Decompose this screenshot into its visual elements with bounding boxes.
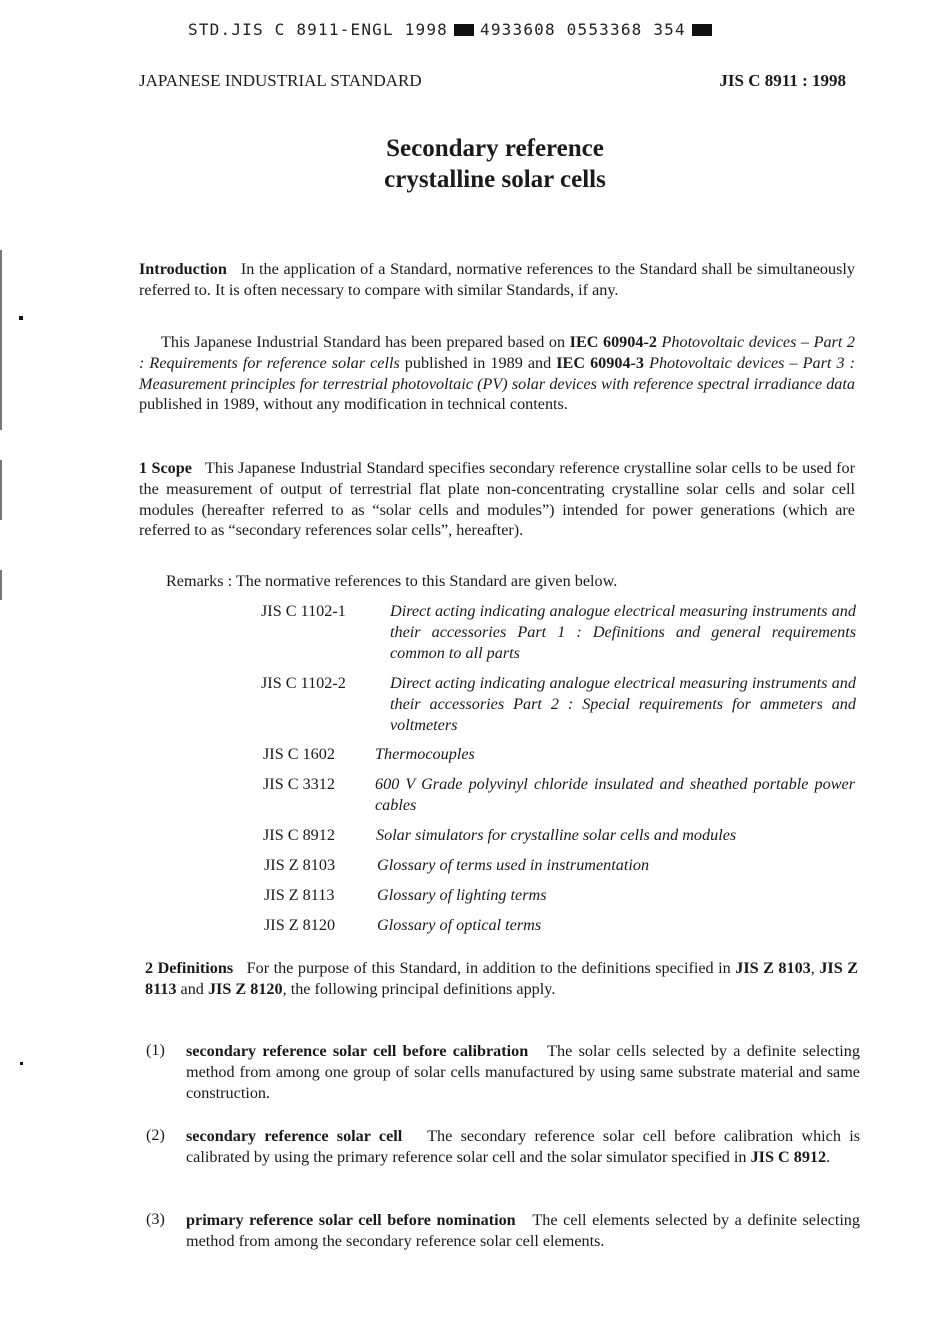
scan-mark <box>0 250 2 430</box>
definition-item <box>186 1041 860 1103</box>
scope-heading: 1 Scope <box>139 459 192 477</box>
definition-item <box>186 1126 860 1168</box>
header-org: JAPANESE INDUSTRIAL STANDARD <box>139 71 422 90</box>
introduction-text: In the application of a Standard, normative references to the Standard shall be simultaneously referred to. It is often necessary to compare with similar Standards, if any. <box>139 260 855 299</box>
definition-number: (3) <box>146 1210 165 1228</box>
reference-code: JIS Z 8103 <box>264 856 336 874</box>
definition-term: secondary reference solar cell <box>186 1127 403 1145</box>
reference-code: JIS C 1102-1 <box>261 602 346 620</box>
reference-code: JIS Z 8113 <box>264 886 335 904</box>
iec-title: Photovoltaic devices – Part 2 : Requirements for reference solar cells <box>139 333 855 372</box>
definition-text: The cell elements selected by a definite selecting method from among the secondary reference solar cell elements. <box>186 1211 860 1250</box>
title-line-1: Secondary reference <box>386 135 604 162</box>
basis-paragraph <box>139 332 855 415</box>
definition-term: primary reference solar cell before nomination <box>186 1211 516 1229</box>
reference-code: JIS C 3312 <box>263 775 335 793</box>
reference-title: Glossary of optical terms <box>377 916 542 934</box>
scan-stamp <box>188 20 718 39</box>
stamp-mid: 4933608 0553368 354 <box>480 20 686 39</box>
separator: and <box>176 979 208 998</box>
scan-dot <box>19 316 23 320</box>
scope-paragraph <box>139 458 855 541</box>
title-line-2: crystalline solar cells <box>384 166 606 193</box>
basis-text: This Japanese Industrial Standard has been prepared based on <box>161 333 570 351</box>
reference-title: Glossary of terms used in instrumentation <box>377 856 650 874</box>
basis-text: published in 1989, without any modification in technical contents. <box>139 395 568 414</box>
definition-item <box>186 1210 860 1252</box>
scope-text: This Japanese Industrial Standard specifies secondary reference crystalline solar cells to be used for the measurement of output of terrestrial flat plate non-concentrating crystalline solar cells and solar cell modules (hereafter referred to as “solar cells and modules”) intended for power generations (which are referred to as “secondary references solar cells”, hereafter). <box>139 459 856 540</box>
reference-title: Glossary of lighting terms <box>377 886 547 904</box>
iec-ref: IEC 60904-2 <box>569 333 657 351</box>
definition-term: secondary reference solar cell before calibration <box>186 1042 529 1060</box>
definition-text: The secondary reference solar cell before calibration which is calibrated by using the primary reference solar cell and the solar simulator specified in <box>186 1127 861 1166</box>
reference-title: Solar simulators for crystalline solar cells and modules <box>376 826 737 844</box>
redaction-block <box>692 24 712 36</box>
definition-number: (2) <box>146 1126 165 1144</box>
basis-text: published in 1989 and <box>399 353 557 372</box>
jis-ref: JIS C 8912 <box>750 1147 827 1166</box>
jis-ref: JIS Z 8103 <box>735 959 811 977</box>
scan-dot <box>20 1062 23 1065</box>
header-std-number: JIS C 8911 : 1998 <box>719 71 846 90</box>
iec-title: Photovoltaic devices – Part 3 : Measurement principles for terrestrial photovoltaic (PV) solar devices with reference spectral irradiance data <box>139 353 855 393</box>
introduction-paragraph <box>139 259 855 301</box>
definitions-text: For the purpose of this Standard, in addition to the definitions specified in <box>246 959 736 977</box>
reference-title: Direct acting indicating analogue electrical measuring instruments and their accessories Part 1 : Definitions and general requirements common to all parts <box>390 602 856 662</box>
scan-mark <box>0 570 2 600</box>
reference-code: JIS C 1602 <box>263 745 335 763</box>
reference-title: 600 V Grade polyvinyl chloride insulated and sheathed portable power cables <box>375 775 855 814</box>
reference-code: JIS Z 8120 <box>264 916 336 934</box>
definition-text: The solar cells selected by a definite selecting method from among one group of solar cells manufactured by using same substrate material and same construction. <box>186 1042 860 1102</box>
definition-text: . <box>826 1147 831 1166</box>
scan-mark <box>0 460 2 520</box>
remarks-line: Remarks : The normative references to this Standard are given below. <box>166 572 618 590</box>
definitions-heading: 2 Definitions <box>145 959 234 977</box>
separator: , <box>810 959 820 977</box>
definition-number: (1) <box>146 1041 165 1059</box>
reference-title: Direct acting indicating analogue electrical measuring instruments and their accessories Part 2 : Special requirements for ammeters and voltmeters <box>390 674 856 734</box>
definitions-text: , the following principal definitions apply. <box>282 979 556 998</box>
definitions-paragraph <box>145 958 858 1000</box>
jis-ref: JIS Z 8113 <box>145 959 858 998</box>
reference-title: Thermocouples <box>375 745 475 763</box>
stamp-left: STD.JIS C 8911-ENGL 1998 <box>188 20 448 39</box>
reference-code: JIS C 8912 <box>263 826 335 844</box>
iec-ref: IEC 60904-3 <box>556 353 645 372</box>
redaction-block <box>454 24 474 36</box>
jis-ref: JIS Z 8120 <box>207 979 283 998</box>
reference-code: JIS C 1102-2 <box>261 674 346 692</box>
page-title <box>0 133 950 195</box>
introduction-heading: Introduction <box>139 260 227 278</box>
